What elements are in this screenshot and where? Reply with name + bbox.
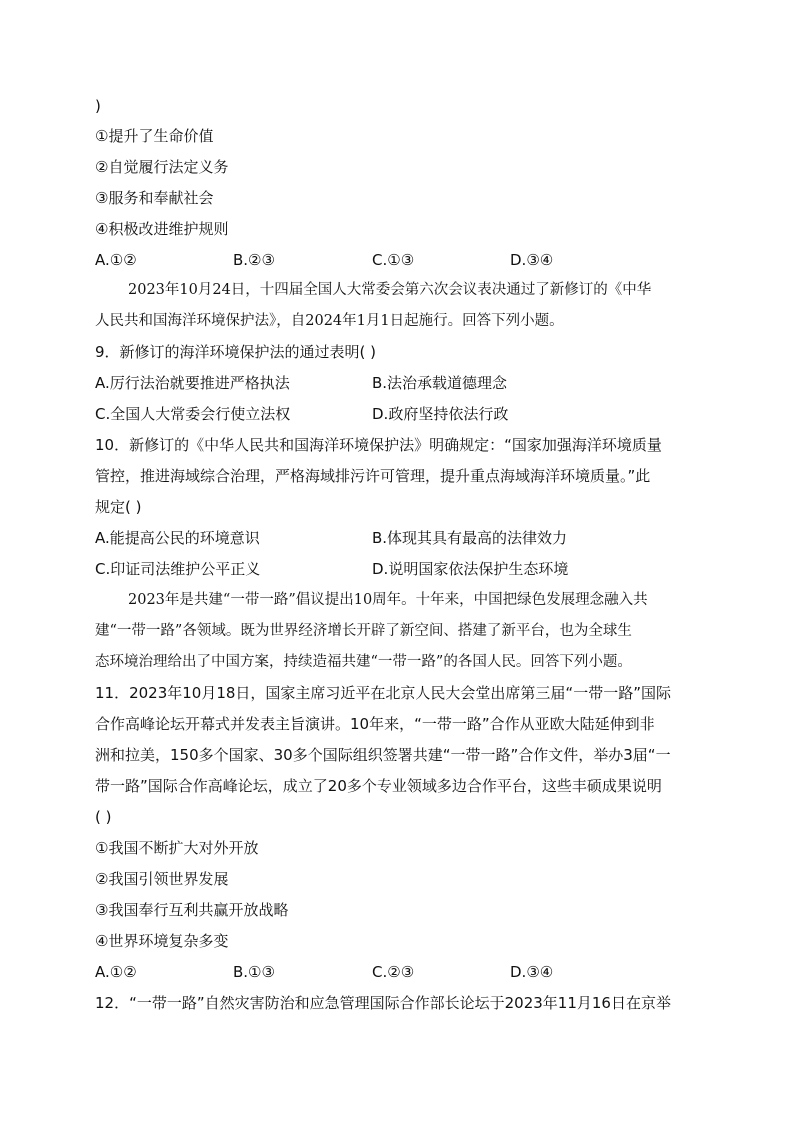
question-10-line-2: 管控，推进海域综合治理，严格海域排污许可管理，提升重点海域海洋环境质量。”此: [95, 467, 651, 485]
previous-question-options: [95, 250, 715, 270]
question-11-line-4: 带一路”国际合作高峰论坛，成立了20多个专业领域多边合作平台，这些丰硕成果说明: [95, 777, 662, 795]
option-b: B.①③: [233, 963, 275, 981]
option-c: C.印证司法维护公平正义: [95, 560, 261, 578]
statement-3: ③我国奉行互利共赢开放战略: [95, 901, 289, 919]
question-11-options: [95, 962, 715, 982]
statement-1: ①提升了生命价值: [95, 127, 214, 145]
option-c: C.全国人大常委会行使立法权: [95, 405, 291, 423]
statement-1: ①我国不断扩大对外开放: [95, 839, 259, 857]
option-a: A.能提高公民的环境意识: [95, 529, 260, 547]
statement-2: ②我国引领世界发展: [95, 870, 229, 888]
statement-2: ②自觉履行法定义务: [95, 158, 229, 176]
option-a: A.①②: [95, 963, 137, 981]
option-b: B.②③: [233, 251, 275, 269]
option-d: D.③④: [510, 251, 554, 269]
passage-2-line-3: 态环境治理给出了中国方案，持续造福共建“一带一路”的各国人民。回答下列小题。: [95, 654, 632, 670]
option-a: A.①②: [95, 251, 137, 269]
option-d: D.③④: [510, 963, 554, 981]
statement-4: ④积极改进维护规则: [95, 220, 229, 238]
question-10-options-row-1: [95, 528, 715, 548]
statement-4: ④世界环境复杂多变: [95, 932, 229, 950]
passage-2-line-2: 建“一带一路”各领域。既为世界经济增长开辟了新空间、搭建了新平台，也为全球生: [95, 623, 632, 639]
option-b: B.体现其具有最高的法律效力: [372, 529, 568, 547]
question-10-options-row-2: [95, 559, 715, 579]
question-10-line-3: 规定( ): [95, 498, 142, 516]
question-10-line-1: 10．新修订的《中华人民共和国海洋环境保护法》明确规定：“国家加强海洋环境质量: [95, 436, 662, 454]
option-a: A.厉行法治就要推进严格执法: [95, 374, 290, 392]
question-12-stem: 12．“一带一路”自然灾害防治和应急管理国际合作部长论坛于2023年11月16日在京举: [95, 994, 671, 1012]
question-11-line-2: 合作高峰论坛开幕式并发表主旨演讲。10年来，“一带一路”合作从亚欧大陆延伸到非: [95, 715, 655, 733]
option-d: D.说明国家依法保护生态环境: [372, 560, 569, 578]
passage-1-line-2: 人民共和国海洋环境保护法》，自2024年1月1日起施行。回答下列小题。: [95, 313, 564, 329]
question-11-line-3: 洲和拉美，150多个国家、30多个国际组织签署共建“一带一路”合作文件，举办3届“一: [95, 746, 671, 764]
question-11-line-5: ( ): [95, 808, 112, 826]
question-11-line-1: 11．2023年10月18日，国家主席习近平在北京人民大会堂出席第三届“一带一路”国际: [95, 684, 671, 702]
option-d: D.政府坚持依法行政: [372, 405, 509, 423]
passage-2-line-1: 2023年是共建“一带一路”倡议提出10周年。十年来，中国把绿色发展理念融入共: [128, 592, 648, 608]
statement-3: ③服务和奉献社会: [95, 189, 214, 207]
option-b: B.法治承载道德理念: [372, 374, 508, 392]
passage-1-line-1: 2023年10月24日，十四届全国人大常委会第六次会议表决通过了新修订的《中华: [128, 282, 652, 298]
question-9-options-row-1: [95, 373, 715, 393]
option-c: C.①③: [372, 251, 415, 269]
question-9-stem: 9．新修订的海洋环境保护法的通过表明( ): [95, 343, 377, 361]
option-c: C.②③: [372, 963, 415, 981]
previous-question-paren: ): [95, 97, 101, 115]
question-9-options-row-2: [95, 404, 715, 424]
